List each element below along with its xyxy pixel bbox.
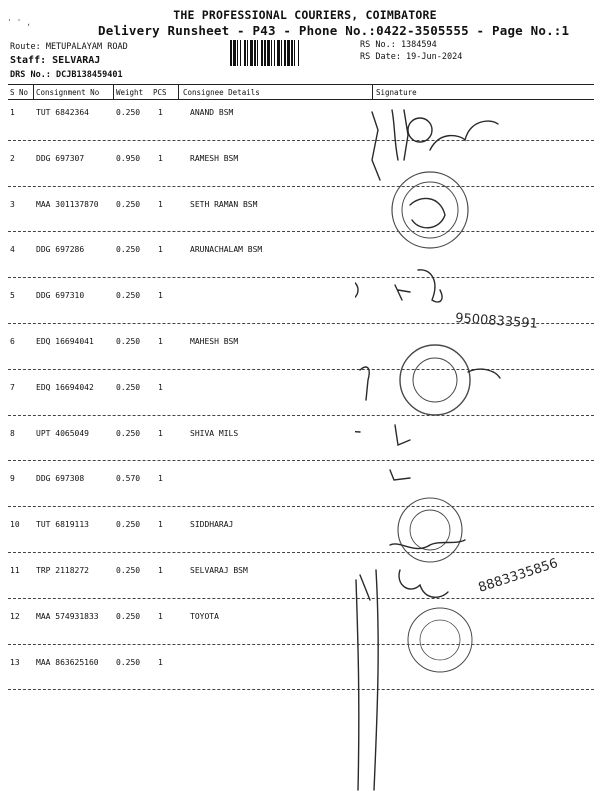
- row-consignee: MAHESH BSM: [190, 337, 239, 346]
- barcode-bar: [291, 40, 293, 66]
- row-sno: 12: [10, 611, 20, 621]
- row-consignment-no: MAA 863625160: [36, 657, 99, 667]
- barcode-bar: [247, 40, 248, 66]
- rs-number: RS No.: 1384594: [360, 40, 437, 50]
- row-consignee: TOYOTA: [190, 611, 219, 621]
- row-weight: 0.570: [116, 474, 141, 484]
- col-header-consignment: Consignment No: [36, 88, 100, 97]
- row-pcs: 1: [158, 474, 163, 484]
- row-sno: 13: [10, 657, 20, 667]
- barcode-bar: [287, 40, 290, 66]
- row-pcs: 1: [158, 428, 163, 438]
- row-consignment-no: MAA 574931833: [36, 611, 99, 621]
- barcode-bar: [298, 40, 299, 66]
- company-title: THE PROFESSIONAL COURIERS, COIMBATORE: [173, 8, 437, 22]
- row-weight: 0.950: [116, 153, 141, 163]
- row-consignee: SHIVA MILS: [190, 428, 239, 438]
- row-consignee: SELVARAJ BSM: [190, 566, 248, 575]
- row-consignment-no: DDG 697310: [36, 291, 85, 301]
- row-consignee: ANAND BSM: [190, 108, 234, 117]
- row-pcs: 1: [158, 337, 163, 346]
- row-consignment-no: TRP 2118272: [36, 566, 89, 575]
- row-pcs: 1: [158, 566, 163, 575]
- runsheet-title: Delivery Runsheet - P43 - Phone No.:0422-3505555 - Page No.:1: [98, 23, 570, 38]
- row-weight: 0.250: [116, 108, 141, 117]
- barcode-bar: [274, 40, 275, 66]
- col-header-sno: S No: [10, 88, 29, 97]
- col-divider: [178, 84, 179, 99]
- barcode-bar: [264, 40, 266, 66]
- row-sno: 11: [10, 566, 20, 575]
- row-weight: 0.250: [116, 520, 141, 530]
- row-consignment-no: UPT 4065049: [36, 428, 89, 438]
- row-consignee: SIDDHARAJ: [190, 520, 234, 530]
- barcode-bar: [277, 40, 280, 66]
- barcode-bar: [254, 40, 256, 66]
- row-weight: 0.250: [116, 291, 141, 301]
- row-consignment-no: DDG 697286: [36, 245, 85, 255]
- row-sno: 2: [10, 153, 15, 163]
- row-sno: 10: [10, 520, 20, 530]
- barcode-bar: [261, 40, 263, 66]
- barcode-bar: [271, 40, 272, 66]
- row-weight: 0.250: [116, 657, 141, 667]
- col-divider: [113, 84, 114, 99]
- col-header-consignee: Consignee Details: [183, 88, 260, 97]
- row-sno: 6: [10, 337, 15, 346]
- row-pcs: 1: [158, 657, 163, 667]
- barcode-bar: [244, 40, 246, 66]
- row-consignment-no: EDQ 16694042: [36, 382, 94, 392]
- row-weight: 0.250: [116, 611, 141, 621]
- row-pcs: 1: [158, 291, 163, 301]
- row-sno: 7: [10, 382, 15, 392]
- barcode-bar: [250, 40, 253, 66]
- route-label: Route: METUPALAYAM ROAD: [10, 42, 128, 52]
- row-consignment-no: TUT 6819113: [36, 520, 89, 530]
- col-header-pcs: PCS: [153, 88, 167, 97]
- barcode-bar: [233, 40, 236, 66]
- row-weight: 0.250: [116, 337, 141, 346]
- corner-marks: ' ' ,: [7, 18, 32, 27]
- row-consignment-no: EDQ 16694041: [36, 337, 94, 346]
- row-consignment-no: TUT 6842364: [36, 108, 89, 117]
- row-sno: 9: [10, 474, 15, 484]
- barcode-bar: [237, 40, 238, 66]
- barcode-bar: [294, 40, 295, 66]
- row-pcs: 1: [158, 382, 163, 392]
- col-header-weight: Weight: [116, 88, 144, 97]
- rs-date: RS Date: 19-Jun-2024: [360, 52, 463, 62]
- barcode-bar: [230, 40, 232, 66]
- row-consignment-no: MAA 301137870: [36, 199, 99, 209]
- row-sno: 8: [10, 428, 15, 438]
- row-sno: 5: [10, 291, 15, 301]
- row-pcs: 1: [158, 520, 163, 530]
- col-divider: [33, 84, 34, 99]
- barcode-bar: [267, 40, 270, 66]
- barcode-bar: [240, 40, 241, 66]
- row-weight: 0.250: [116, 199, 141, 209]
- handwritten-phone-1: 9500833591: [454, 311, 539, 332]
- row-consignee: ARUNACHALAM BSM: [190, 245, 263, 255]
- row-pcs: 1: [158, 108, 163, 117]
- col-header-signature: Signature: [376, 88, 417, 97]
- row-pcs: 1: [158, 611, 163, 621]
- row-sno: 3: [10, 199, 15, 209]
- staff-label: Staff: SELVARAJ: [10, 55, 101, 66]
- signature-area: [355, 84, 600, 800]
- row-consignee: RAMESH BSM: [190, 153, 239, 163]
- drs-number: DRS No.: DCJB138459401: [10, 70, 123, 80]
- row-weight: 0.250: [116, 382, 141, 392]
- row-sno: 4: [10, 245, 15, 255]
- handwritten-phone-2: 8883335856: [476, 555, 560, 596]
- row-consignment-no: DDG 697308: [36, 474, 85, 484]
- barcode: [230, 40, 354, 66]
- row-pcs: 1: [158, 199, 163, 209]
- row-pcs: 1: [158, 245, 163, 255]
- row-pcs: 1: [158, 153, 163, 163]
- row-consignment-no: DDG 697307: [36, 153, 85, 163]
- row-sno: 1: [10, 108, 15, 117]
- row-consignee: SETH RAMAN BSM: [190, 199, 258, 209]
- barcode-bar: [257, 40, 258, 66]
- row-weight: 0.250: [116, 566, 141, 575]
- row-weight: 0.250: [116, 245, 141, 255]
- barcode-bar: [284, 40, 286, 66]
- barcode-bar: [281, 40, 282, 66]
- row-weight: 0.250: [116, 428, 141, 438]
